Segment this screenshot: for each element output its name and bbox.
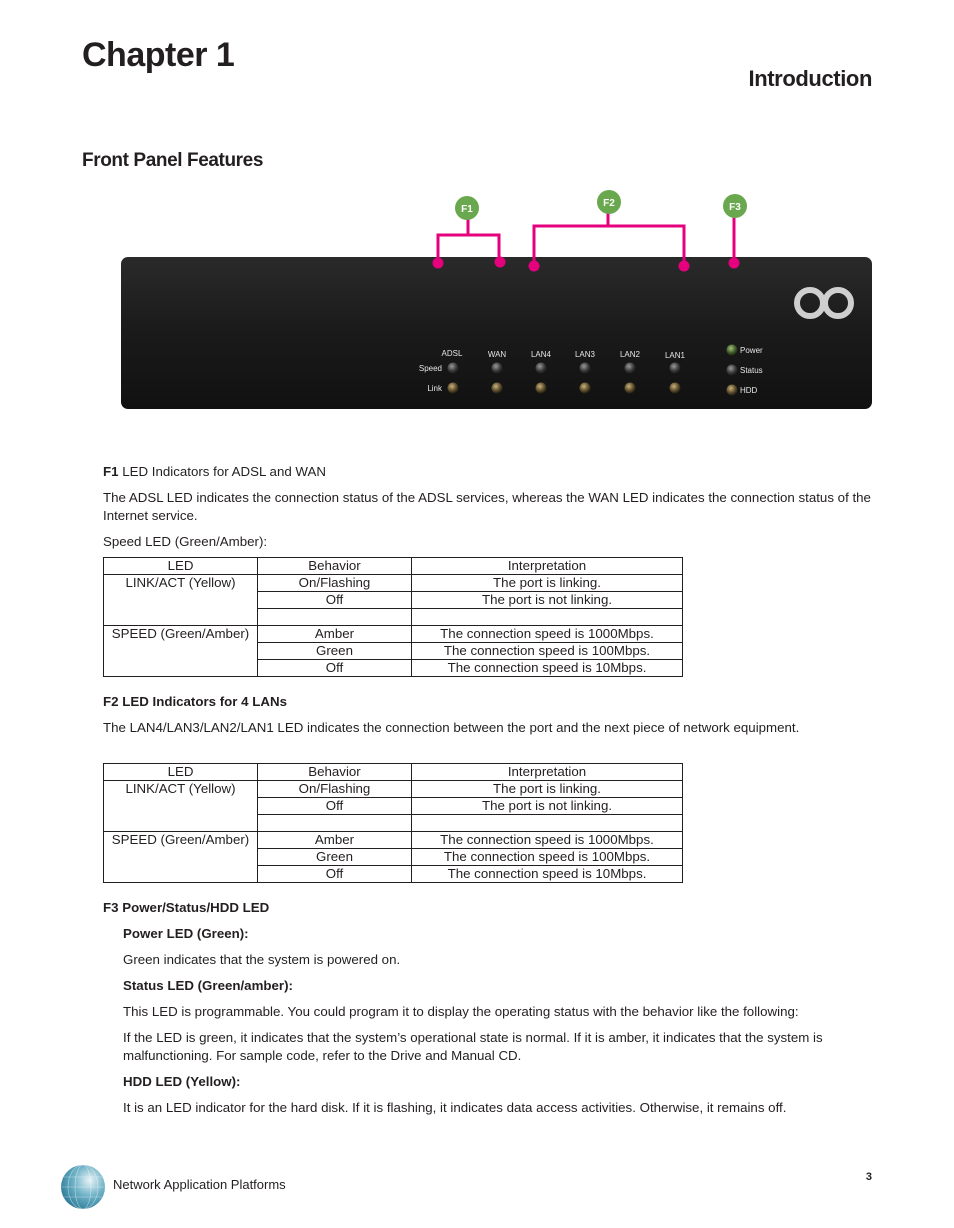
callout-f3	[723, 194, 747, 218]
section-title: Front Panel Features	[82, 150, 263, 171]
front-panel-figure	[115, 190, 880, 415]
main-content	[103, 463, 873, 1117]
table-header-led: LED	[104, 558, 258, 575]
f1-heading	[103, 463, 873, 481]
table-cell-interpretation: The port is linking.	[412, 781, 683, 798]
table-cell-led-speed: SPEED (Green/Amber)	[104, 626, 258, 677]
f3-heading: F3 Power/Status/HDD LED	[103, 900, 270, 915]
f1-led-table	[103, 557, 683, 677]
hdd-led-body: It is an LED indicator for the hard disk. If it is flashing, it indicates data access activities. Otherwise, it remains off.	[123, 1100, 787, 1115]
callout-f2	[597, 190, 621, 214]
port-label-lan4: LAN4	[530, 350, 552, 359]
table-cell-led-speed: SPEED (Green/Amber)	[104, 832, 258, 883]
table-header-interpretation: Interpretation	[412, 558, 683, 575]
f1-title: LED Indicators for ADSL and WAN	[118, 464, 326, 479]
power-led-heading: Power LED (Green):	[123, 926, 249, 941]
table-row	[104, 781, 683, 798]
page-number: 3	[865, 1171, 872, 1183]
table-cell-behavior: Off	[258, 866, 412, 883]
f2-body: The LAN4/LAN3/LAN2/LAN1 LED indicates the connection between the port and the next piece of network equipment.	[103, 720, 800, 735]
f3-details	[103, 925, 873, 1117]
port-label-lan3: LAN3	[574, 350, 596, 359]
port-label-lan2: LAN2	[619, 350, 641, 359]
chapter-title: Chapter 1	[82, 36, 235, 74]
row-label-speed: Speed	[418, 364, 442, 373]
table-cell-behavior: Green	[258, 643, 412, 660]
status-label-hdd: HDD	[740, 386, 758, 395]
table-header-behavior: Behavior	[258, 558, 412, 575]
callout-f1-label: F1	[461, 204, 473, 215]
table-cell-behavior: Off	[258, 592, 412, 609]
status-led-body-2: If the LED is green, it indicates that the system’s operational state is normal. If it is amber, it indicates that the system is malfunctioning. For sample code, refer to the Drive and Manual CD.	[123, 1030, 823, 1063]
table-cell-interpretation: The port is not linking.	[412, 798, 683, 815]
table-cell-led-link: LINK/ACT (Yellow)	[104, 575, 258, 626]
table-header-interpretation: Interpretation	[412, 764, 683, 781]
page-title: Introduction	[748, 66, 872, 91]
power-led-body: Green indicates that the system is powered on.	[123, 952, 401, 967]
table-cell-empty	[258, 609, 412, 626]
table-cell-empty	[412, 815, 683, 832]
table-cell-led-link: LINK/ACT (Yellow)	[104, 781, 258, 832]
f1-label: F1	[103, 464, 119, 479]
table-cell-behavior: On/Flashing	[258, 575, 412, 592]
table-cell-interpretation: The connection speed is 100Mbps.	[412, 849, 683, 866]
table-cell-interpretation: The connection speed is 1000Mbps.	[412, 626, 683, 643]
callout-f3-label: F3	[729, 202, 741, 213]
table-cell-interpretation: The connection speed is 100Mbps.	[412, 643, 683, 660]
table-row	[104, 575, 683, 592]
globe-logo-icon	[60, 1164, 106, 1210]
footer-text: Network Application Platforms	[113, 1177, 286, 1192]
f1-speed-intro: Speed LED (Green/Amber):	[103, 534, 268, 549]
port-label-wan: WAN	[487, 350, 507, 359]
table-cell-interpretation: The connection speed is 10Mbps.	[412, 866, 683, 883]
row-label-link: Link	[427, 384, 442, 393]
table-header-behavior: Behavior	[258, 764, 412, 781]
table-cell-empty	[258, 815, 412, 832]
status-label-power: Power	[740, 346, 763, 355]
table-cell-interpretation: The connection speed is 10Mbps.	[412, 660, 683, 677]
callout-f2-label: F2	[603, 198, 615, 209]
table-row	[104, 832, 683, 849]
status-leds	[727, 345, 738, 396]
table-cell-interpretation: The port is not linking.	[412, 592, 683, 609]
table-cell-behavior: Amber	[258, 832, 412, 849]
f2-led-table	[103, 763, 683, 883]
callout-f1	[455, 196, 479, 220]
table-cell-behavior: Green	[258, 849, 412, 866]
table-cell-behavior: Off	[258, 660, 412, 677]
table-header-led: LED	[104, 764, 258, 781]
table-cell-behavior: On/Flashing	[258, 781, 412, 798]
table-header-row	[104, 764, 683, 781]
hdd-led-heading: HDD LED (Yellow):	[123, 1074, 241, 1089]
f1-body: The ADSL LED indicates the connection status of the ADSL services, whereas the WAN LED indicates the connection status of the Internet service.	[103, 490, 871, 523]
status-led-body-1: This LED is programmable. You could program it to display the operating status with the behavior like the following:	[123, 1004, 799, 1019]
table-cell-interpretation: The port is linking.	[412, 575, 683, 592]
port-label-lan1: LAN1	[664, 351, 686, 360]
table-row	[104, 626, 683, 643]
table-cell-empty	[412, 609, 683, 626]
table-cell-behavior: Off	[258, 798, 412, 815]
table-cell-behavior: Amber	[258, 626, 412, 643]
table-header-row	[104, 558, 683, 575]
table-cell-interpretation: The connection speed is 1000Mbps.	[412, 832, 683, 849]
port-label-adsl: ADSL	[441, 349, 463, 358]
f2-heading: F2 LED Indicators for 4 LANs	[103, 694, 287, 709]
status-label-status: Status	[740, 366, 763, 375]
status-led-heading: Status LED (Green/amber):	[123, 978, 293, 993]
